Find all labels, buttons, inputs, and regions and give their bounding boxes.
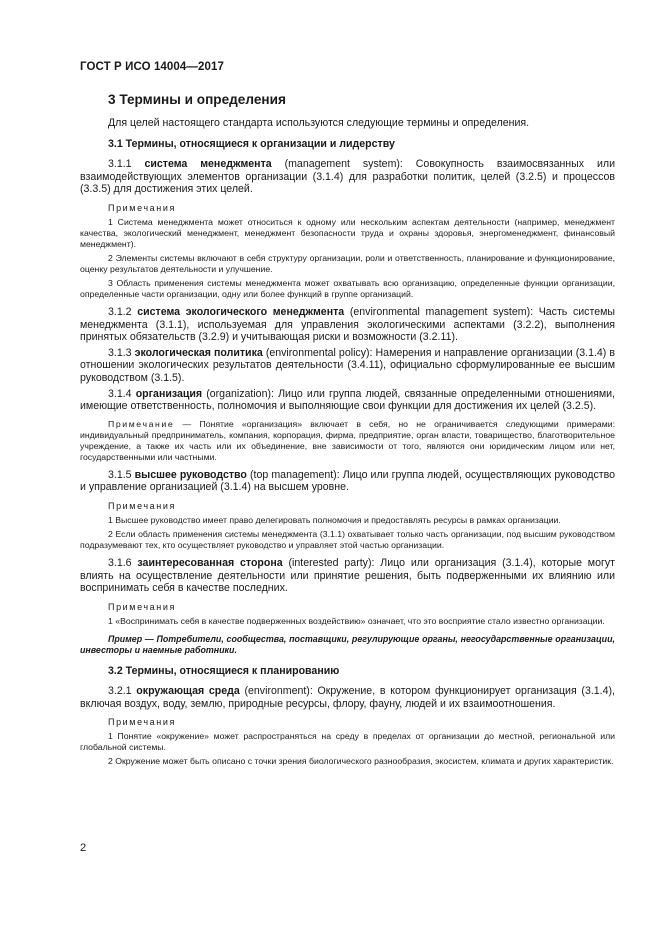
term-3-2-1 xyxy=(80,685,615,710)
term-definition: (environmental management system): Часть системы менеджмента (3.1.1), используемая для управления экологическими аспектами (3.2.2), выполнения принятых обязательств (3.2.9) и учитывающая риски и возможности (3.2.11). xyxy=(80,305,615,344)
term-definition: (management system): Совокупность взаимосвязанных или взаимодействующих элементов организации (3.1.4) для разработки политик, целей (3.2.5) и процессов (3.3.5) для достижения этих целей. xyxy=(80,158,615,196)
note-item: 2 Если область применения системы менеджмента (3.1.1) охватывает только часть организации, под высшим руководством подразумевают тех, кто осуществляет руководство и управляет этой частью организации. xyxy=(80,528,615,550)
term-definition: (interested party): Лицо или организация (3.1.4), которые могут влиять на осуществление деятельности или принятие решения, быть подверженными их влиянию или воспринимать себя в качестве последних. xyxy=(80,556,615,595)
term-number: 3.1.5 xyxy=(108,468,135,481)
note-text: — Понятие «организация» включает в себя, но не ограничивается следующими примерами: индивидуальный предприниматель, компания, корпорация, фирма, предприятие, орган власти, товарищество, благотворительное учреждение, а также их часть или их объединение, вне зависимости от того, являются они юридическим лицом или нет, государственными или частными. xyxy=(80,418,615,462)
term-name: система экологического менеджмента xyxy=(137,305,345,318)
term-definition: (top management): Лицо или группа людей, осуществляющих руководство и управление организацией (3.1.4) на высшем уровне. xyxy=(80,468,615,494)
term-name: экологическая политика xyxy=(134,346,263,359)
section-title: 3 Термины и определения xyxy=(108,92,286,107)
term-definition: (environment): Окружение, в котором функционирует организация (3.1.4), включая воздух, воду, землю, природные ресурсы, флору, фауну, людей и их взаимоотношения. xyxy=(80,685,615,710)
term-number: 3.1.4 xyxy=(108,387,136,400)
term-3-1-4 xyxy=(80,388,615,413)
term-name: высшее руководство xyxy=(134,468,247,481)
notes-label: Примечания xyxy=(108,717,176,728)
term-name: система менеджмента xyxy=(144,158,272,171)
term-3-1-1 xyxy=(80,158,615,196)
subsection-title-3-2: 3.2 Термины, относящиеся к планированию xyxy=(108,664,340,677)
term-number: 3.1.6 xyxy=(108,556,138,569)
term-definition: (organization): Лицо или группа людей, связанные определенными отношениями, имеющие ответственность, полномочия и выполняющие свои функции для достижения их целей (3.2.5). xyxy=(80,387,615,413)
term-3-1-2 xyxy=(80,306,615,344)
note-single xyxy=(80,419,615,463)
note-item: 3 Область применения системы менеджмента может охватывать всю организацию, определенные функции организации, определенные части организации, одну или более функций в группе организаций. xyxy=(80,277,615,299)
term-name: заинтересованная сторона xyxy=(137,556,283,569)
page-number: 2 xyxy=(80,842,87,854)
document-code-header: ГОСТ Р ИСО 14004—2017 xyxy=(80,61,225,73)
note-item: 1 «Воспринимать себя в качестве подверженных воздействию» означает, что это восприятие стало известно организации. xyxy=(108,615,605,626)
term-name: окружающая среда xyxy=(136,685,240,698)
note-item: 1 Понятие «окружение» может распространяться на среду в пределах от организации до местной, региональной или глобальной системы. xyxy=(80,731,615,753)
term-number: 3.1.3 xyxy=(108,346,135,359)
term-number: 3.1.1 xyxy=(108,158,145,171)
term-3-1-5 xyxy=(80,469,615,494)
term-3-1-6 xyxy=(80,557,615,595)
term-number: 3.2.1 xyxy=(108,685,137,698)
term-name: организация xyxy=(135,387,203,400)
note-item: 2 Окружение может быть описано с точки зрения биологического разнообразия, экосистем, климата и других характеристик. xyxy=(108,756,614,767)
subsection-title-3-1: 3.1 Термины, относящиеся к организации и лидерству xyxy=(108,137,395,150)
term-number: 3.1.2 xyxy=(108,305,138,318)
note-item: 2 Элементы системы включают в себя структуру организации, роли и ответственность, планирование и функционирование, оценку результатов деятельности и улучшение. xyxy=(80,252,615,274)
section-intro: Для целей настоящего стандарта используются следующие термины и определения. xyxy=(108,117,530,129)
note-item: 1 Высшее руководство имеет право делегировать полномочия и предоставлять ресурсы в рамках организации. xyxy=(108,514,561,525)
notes-label: Примечания xyxy=(108,202,176,213)
notes-label: Примечания xyxy=(108,500,176,511)
notes-label: Примечания xyxy=(108,601,176,612)
note-item: 1 Система менеджмента может относиться к одному или нескольким аспектам деятельности (например, менеджмент качества, экологический менеджмент, менеджмент безопасности труда и охраны здоровья, энергоменеджмент, финансовый менеджмент). xyxy=(80,216,615,249)
document-body xyxy=(80,92,615,767)
note-label: Примечание xyxy=(108,418,175,429)
term-3-1-3 xyxy=(80,347,615,385)
example-text: Пример — Потребители, сообщества, поставщики, регулирующие органы, негосударственные организации, инвесторы и наемные работники. xyxy=(80,633,615,655)
term-definition: (environmental policy): Намерения и направление организации (3.1.4) в отношении экологических результатов деятельности (3.4.11), официально сформулированные ее высшим руководством (3.1.5). xyxy=(80,346,616,384)
